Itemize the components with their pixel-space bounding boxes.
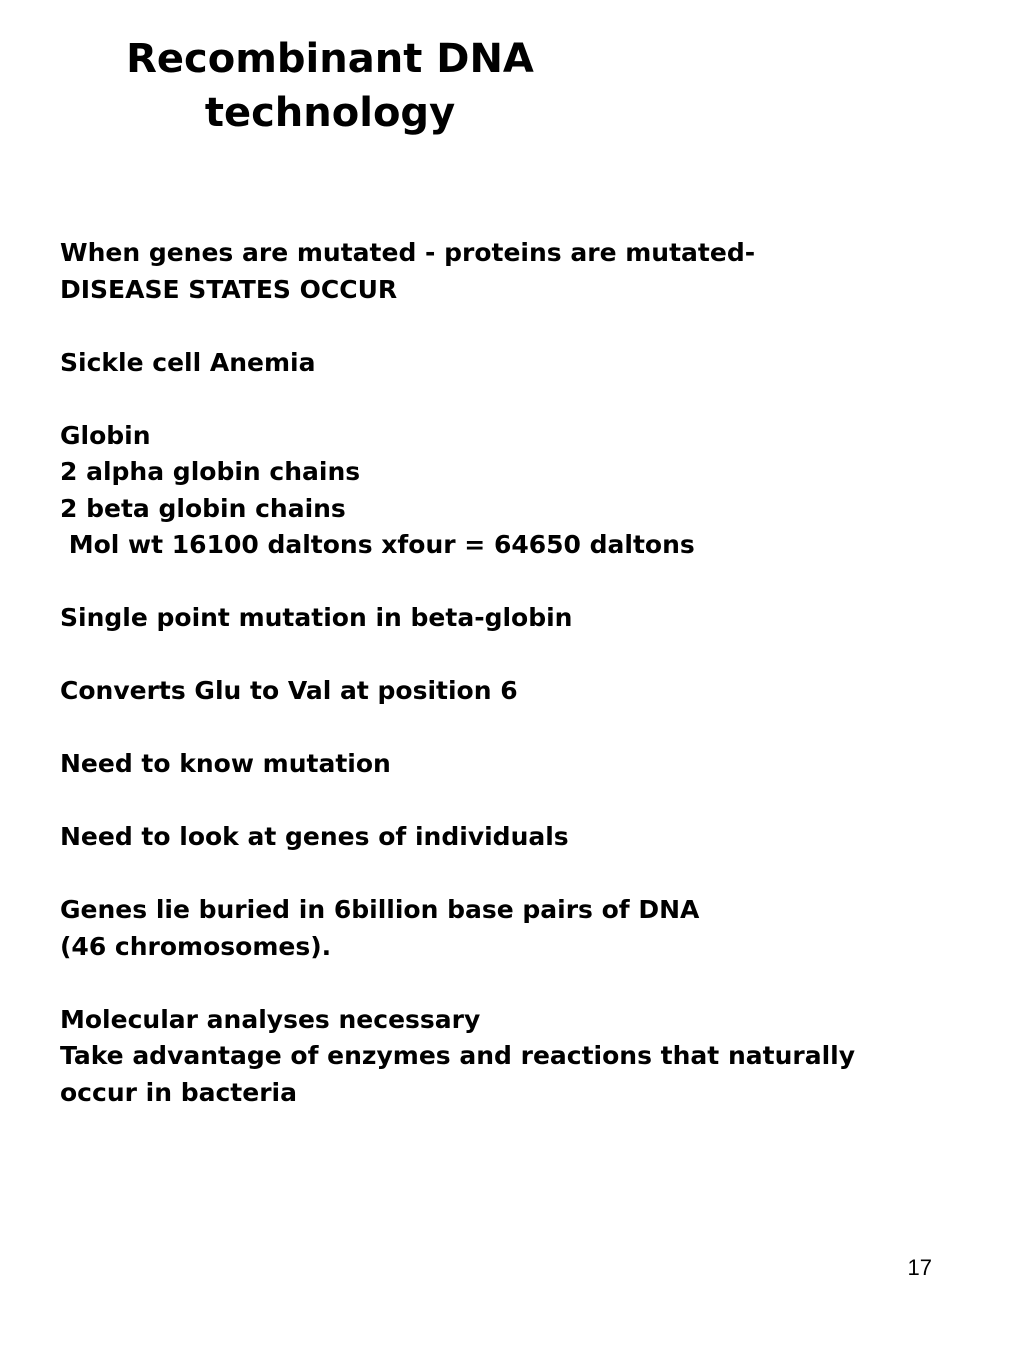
body-line: DISEASE STATES OCCUR (60, 274, 398, 304)
body-line: Genes lie buried in 6billion base pairs of DNA (60, 895, 700, 924)
body-line: 2 beta globin chains (60, 493, 346, 523)
body-line: 2 alpha globin chains (60, 457, 361, 486)
body-line: Sickle cell Anemia (60, 347, 316, 377)
blank-line (60, 637, 960, 674)
slide-body (60, 235, 960, 1111)
blank-line (60, 381, 960, 418)
slide-title-line: technology (204, 90, 456, 136)
slide-title (100, 32, 560, 140)
body-line: Take advantage of enzymes and reactions that naturally (60, 1041, 856, 1070)
blank-line (60, 308, 960, 345)
body-line: Mol wt 16100 daltons xfour = 64650 daltons (60, 530, 695, 559)
body-line: Need to know mutation (60, 749, 391, 778)
body-line: When genes are mutated - proteins are mutated- (60, 238, 756, 267)
body-line: Globin (60, 420, 151, 450)
body-line: Molecular analyses necessary (60, 1004, 481, 1034)
slide-title-line: Recombinant DNA (126, 36, 534, 82)
body-line: Converts Glu to Val at position 6 (60, 676, 518, 705)
blank-line (60, 856, 960, 893)
body-line: Need to look at genes of individuals (60, 822, 569, 851)
body-line: Single point mutation in beta-globin (60, 603, 573, 632)
blank-line (60, 965, 960, 1002)
page-number: 17 (907, 1255, 932, 1280)
blank-line (60, 710, 960, 747)
body-line: occur in bacteria (60, 1077, 297, 1107)
body-line: (46 chromosomes). (60, 931, 332, 961)
blank-line (60, 783, 960, 820)
blank-line (60, 564, 960, 601)
